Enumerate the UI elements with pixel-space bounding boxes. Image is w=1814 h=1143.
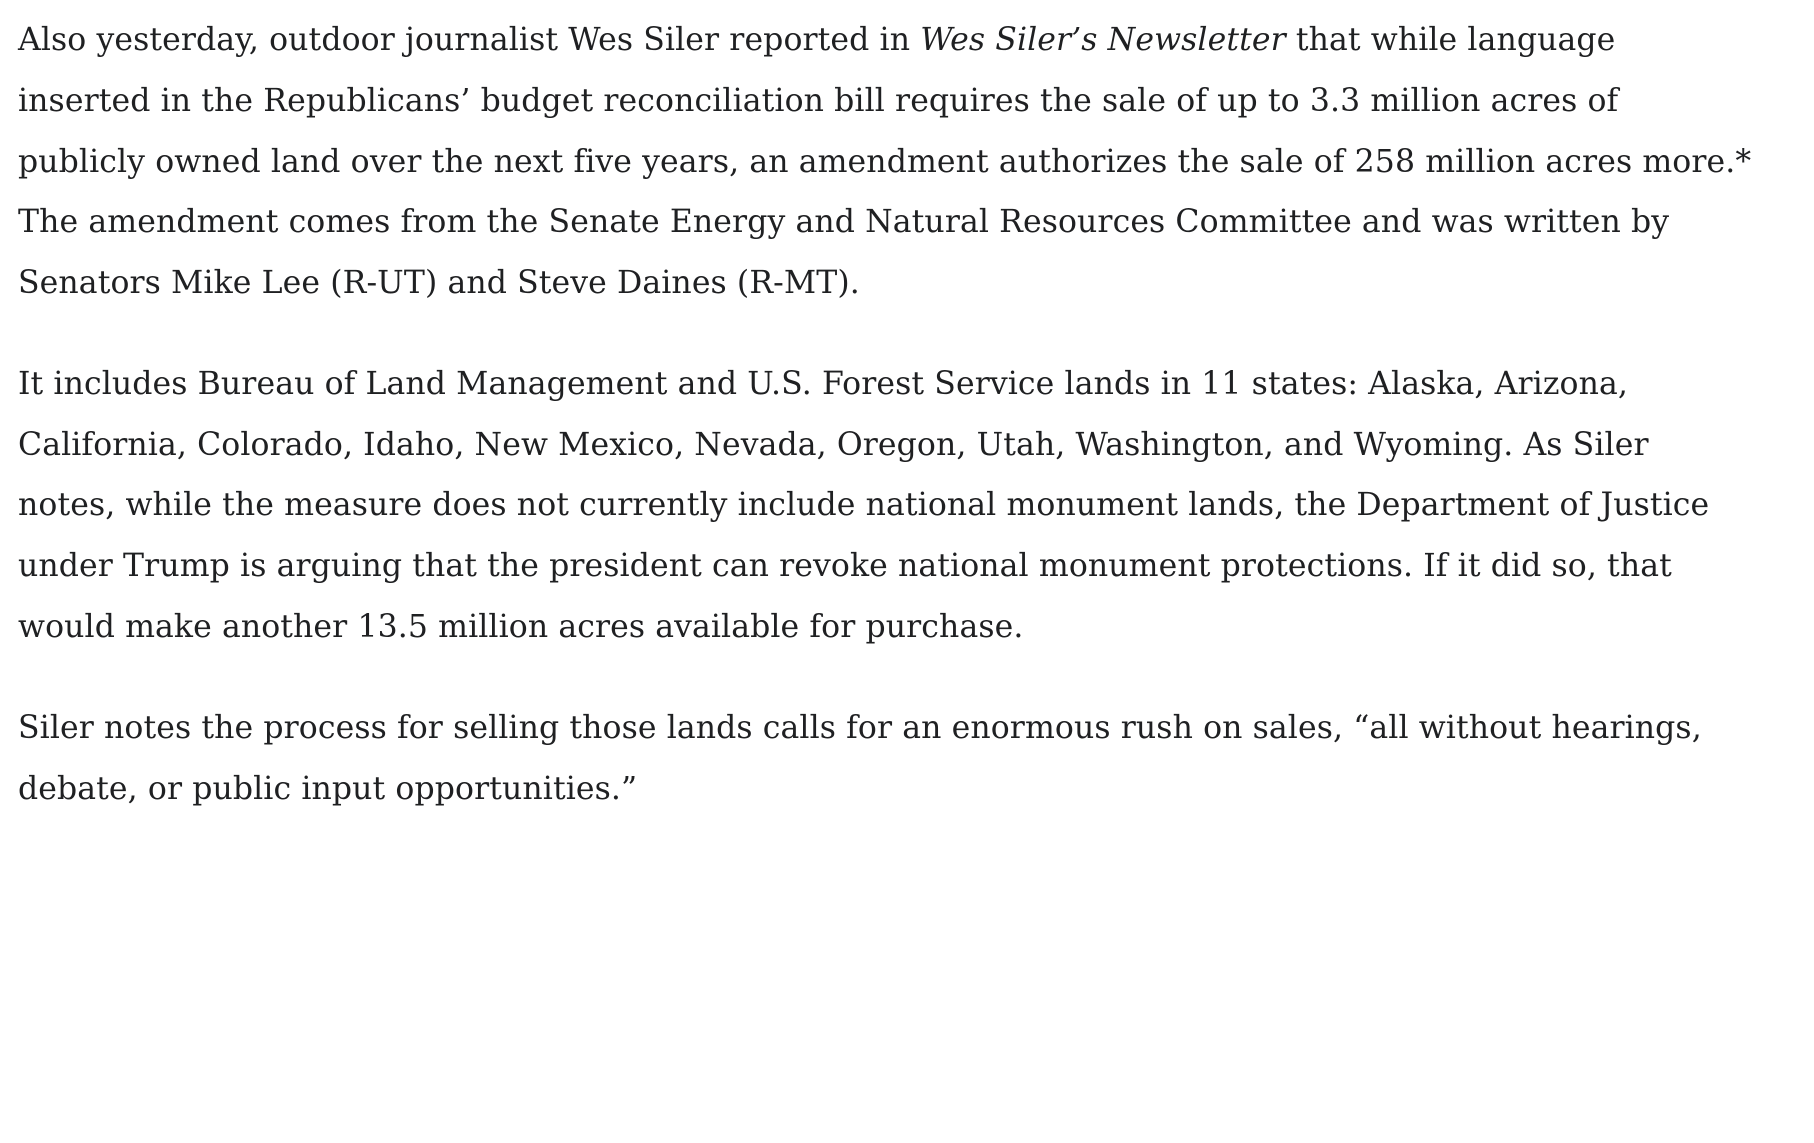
text-run: Siler notes the process for selling those lands calls for an enormous rush on sales, “all without hearings, debate, or public input opportunities.” — [18, 709, 1702, 807]
publication-title: Wes Siler’s Newsletter — [920, 22, 1286, 58]
text-run: It includes Bureau of Land Management and U.S. Forest Service lands in 11 states: Alaska, Arizona, California, Colorado, Idaho, New Mexico, Nevada, Oregon, Utah, Washington, and Wyoming. As Siler notes, while the measure does not currently include national monument lands, the Department of Justice under Trump is arguing that the president can revoke national monument protections. If it did so, that would make another 13.5 million acres available for purchase. — [18, 365, 1710, 646]
paragraph-2 — [18, 354, 1754, 658]
paragraph-3 — [18, 698, 1754, 820]
text-run: that while language inserted in the Republicans’ budget reconciliation bill requires the sale of up to 3.3 million acres of publicly owned land over the next five years, an amendment authorizes the sale of 258 million acres more.* The amendment comes from the Senate Energy and Natural Resources Committee and was written by Senators Mike Lee (R-UT) and Steve Daines (R-MT). — [18, 22, 1752, 302]
paragraph-1 — [18, 10, 1754, 314]
text-run: Also yesterday, outdoor journalist Wes Siler reported in — [18, 22, 921, 58]
